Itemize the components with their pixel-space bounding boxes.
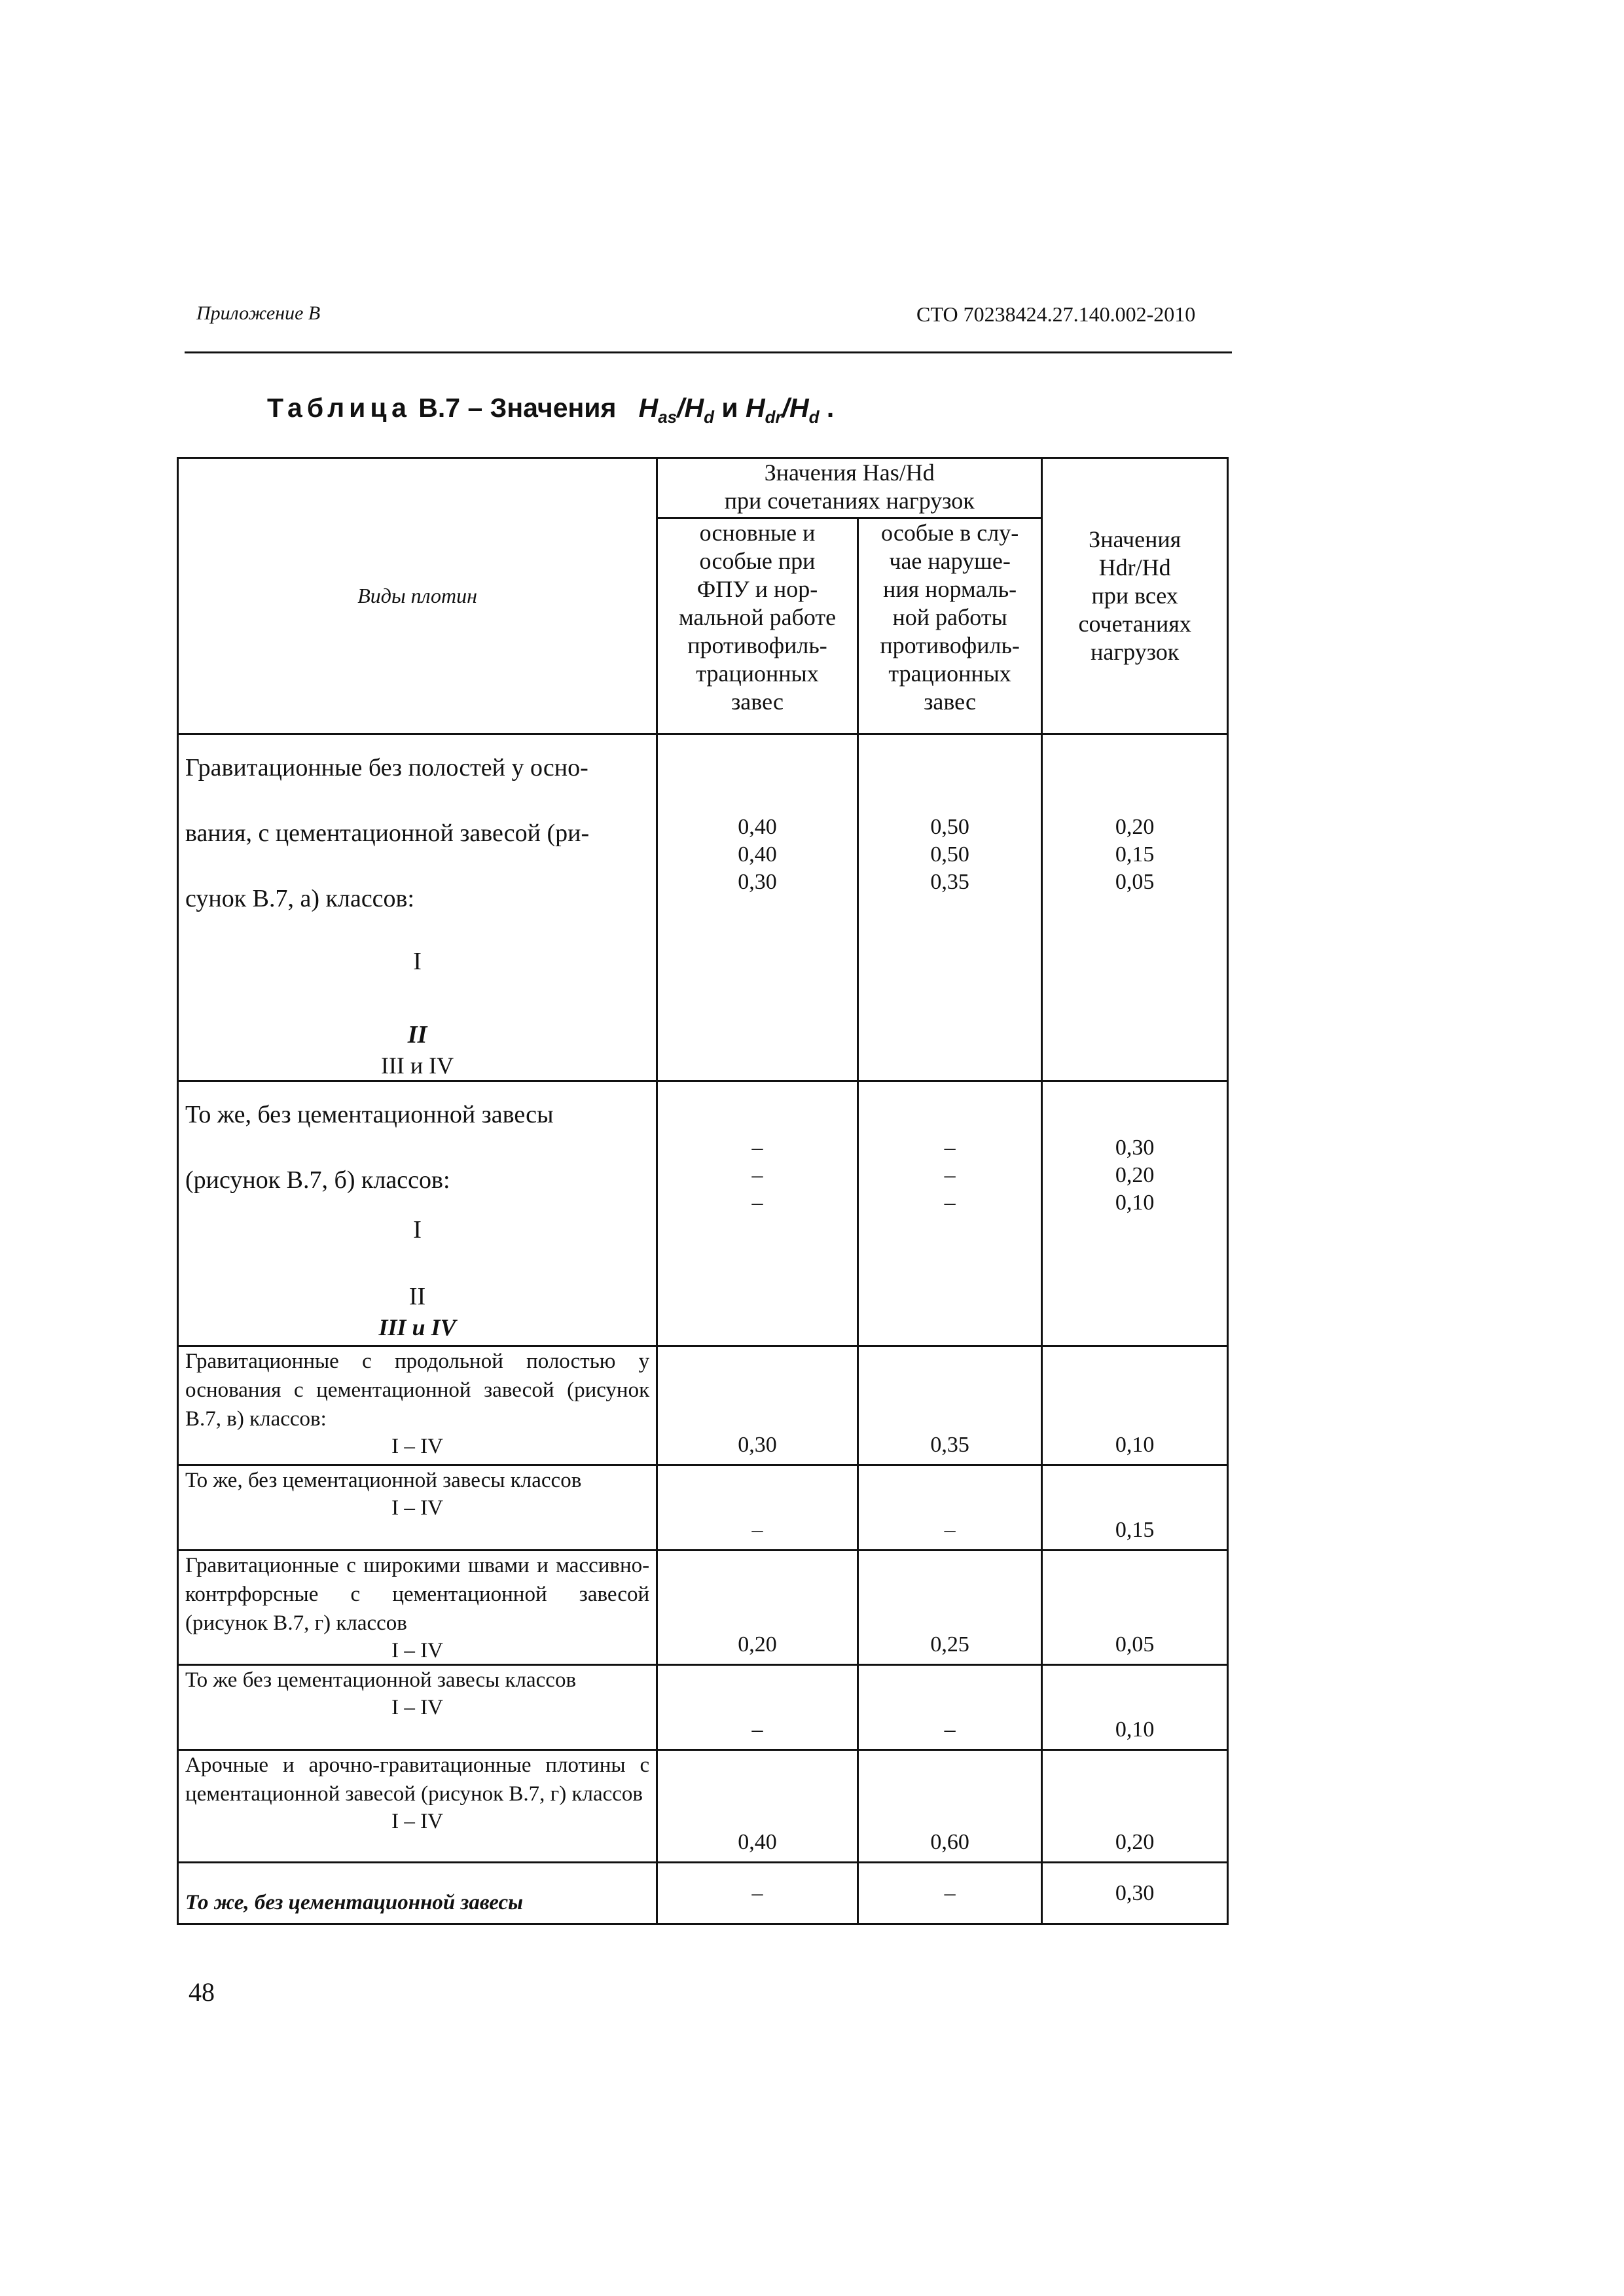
caption-label: Таблица xyxy=(267,393,411,423)
header-has-line1: Значения Has/Hd xyxy=(764,459,935,486)
row-description: Гравитационные с продольной полостью у основания с цементационной завесой (рисунок В.7, в) классов: I – IV xyxy=(178,1346,657,1465)
row-value-basic: 0,40 xyxy=(657,1750,858,1863)
header-special-loads: особые в слу- чае наруше- ния нормаль- ной работы противофиль- трационных завес xyxy=(857,518,1042,734)
row-value-hdr: 0,20 0,15 0,05 xyxy=(1042,734,1228,1081)
row-value-special: 0,35 xyxy=(857,1346,1042,1465)
row-value-hdr: 0,10 xyxy=(1042,1346,1228,1465)
row-value-hdr: 0,20 xyxy=(1042,1750,1228,1863)
row-value-basic: 0,20 xyxy=(657,1551,858,1665)
header-has-line2: при сочетаниях нагрузок xyxy=(724,488,975,514)
row-description: То же, без цементационной завесы (рисунок В.7, б) классов: I II III и IV xyxy=(178,1081,657,1346)
row-value-basic: – xyxy=(657,1665,858,1750)
header-hdr: Значения Hdr/Hd при всех сочетаниях нагрузок xyxy=(1042,458,1228,734)
row-value-special: – xyxy=(857,1465,1042,1551)
header-dam-types: Виды плотин xyxy=(178,458,657,734)
row-description: Гравитационные с широкими швами и массивно-контрфорсные с цементационной завесой (рисунок В.7, г) классов I – IV xyxy=(178,1551,657,1665)
row-value-basic: 0,40 0,40 0,30 xyxy=(657,734,858,1081)
row-description: То же, без цементационной завесы xyxy=(178,1863,657,1924)
row-value-basic: 0,30 xyxy=(657,1346,858,1465)
row-description: То же, без цементационной завесы классов I – IV xyxy=(178,1465,657,1551)
table-row xyxy=(178,734,1228,1081)
header-rule xyxy=(185,351,1232,353)
caption-and: и xyxy=(714,393,746,423)
row-value-special: – xyxy=(857,1665,1042,1750)
table-row xyxy=(178,1665,1228,1750)
page-number: 48 xyxy=(189,1977,215,2007)
caption-number: В.7 – Значения xyxy=(418,393,617,423)
table-row xyxy=(178,1863,1228,1924)
values-table xyxy=(177,457,1229,1925)
caption-end: . xyxy=(819,393,835,423)
row-value-basic: – xyxy=(657,1863,858,1924)
row-value-special: – xyxy=(857,1863,1042,1924)
row-value-basic: – xyxy=(657,1465,858,1551)
row-value-hdr: 0,10 xyxy=(1042,1665,1228,1750)
row-value-hdr: 0,05 xyxy=(1042,1551,1228,1665)
row-value-special: – – – xyxy=(857,1081,1042,1346)
row-value-special: 0,50 0,50 0,35 xyxy=(857,734,1042,1081)
table-caption xyxy=(267,393,834,427)
row-description: Арочные и арочно-гравитационные плотины с цементационной завесой (рисунок В.7, г) классов I – IV xyxy=(178,1750,657,1863)
row-value-special: 0,60 xyxy=(857,1750,1042,1863)
table-row xyxy=(178,1346,1228,1465)
row-value-hdr: 0,30 xyxy=(1042,1863,1228,1924)
caption-hdr: $H_{dr}/H_d$ xyxy=(746,393,820,427)
caption-has: $H_{as}/H_d$ xyxy=(638,393,715,427)
row-value-special: 0,25 xyxy=(857,1551,1042,1665)
table-row xyxy=(178,1750,1228,1863)
row-value-basic: – – – xyxy=(657,1081,858,1346)
row-value-hdr: 0,15 xyxy=(1042,1465,1228,1551)
header-basic-loads: основные и особые при ФПУ и нор- мальной работе противофиль- трационных завес xyxy=(657,518,858,734)
running-header-appendix: Приложение В xyxy=(196,302,321,324)
running-header-standard-code: СТО 70238424.27.140.002-2010 xyxy=(916,302,1196,326)
row-description: Гравитационные без полостей у осно- вания, с цементационной завесой (ри- сунок В.7, а) классов: I II III и IV xyxy=(178,734,657,1081)
table-row xyxy=(178,1081,1228,1346)
table-row xyxy=(178,1551,1228,1665)
row-description: То же без цементационной завесы классов I – IV xyxy=(178,1665,657,1750)
table-row xyxy=(178,1465,1228,1551)
header-has-group xyxy=(657,458,1042,518)
row-value-hdr: 0,30 0,20 0,10 xyxy=(1042,1081,1228,1346)
